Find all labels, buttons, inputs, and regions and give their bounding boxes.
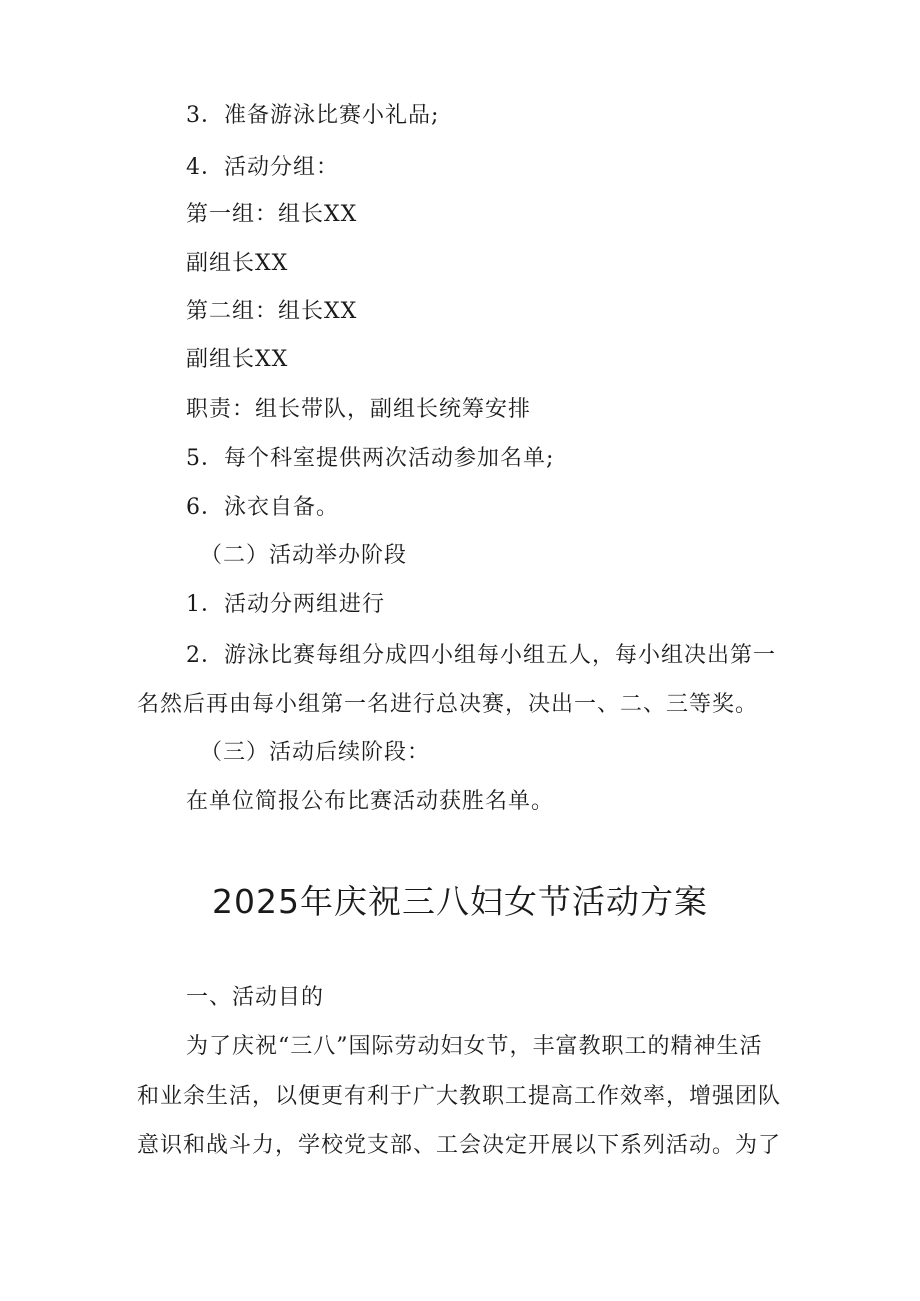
paragraph-line: 和业余生活，以便更有利于广大教职工提高工作效率，增强团队	[137, 1084, 782, 1109]
text-line: 副组长XX	[186, 347, 289, 372]
text-line: 名然后再由每小组第一名进行总决赛，决出一、二、三等奖。	[137, 692, 759, 717]
text-line: 4．活动分组：	[186, 155, 339, 180]
text-line: 2．游泳比赛每组分成四小组每小组五人，每小组决出第一	[186, 643, 776, 668]
text-line: 在单位简报公布比赛活动获胜名单。	[186, 789, 555, 814]
text-line: 第二组：组长XX	[186, 299, 358, 324]
paragraph-line: 意识和战斗力，学校党支部、工会决定开展以下系列活动。为了	[137, 1133, 782, 1158]
section-heading: 一、活动目的	[186, 985, 325, 1010]
text-line: 副组长XX	[186, 251, 289, 276]
text-line: 第一组：组长XX	[186, 202, 358, 227]
text-line: 1．活动分两组进行	[186, 592, 385, 617]
text-line: 3．准备游泳比赛小礼品;	[186, 103, 440, 128]
subsection-heading: （三）活动后续阶段：	[200, 740, 431, 765]
text-line: 职责：组长带队，副组长统筹安排	[186, 397, 532, 422]
subsection-heading: （二）活动举办阶段	[200, 543, 408, 568]
paragraph-line: 为了庆祝“三八”国际劳动妇女节，丰富教职工的精神生活	[186, 1034, 763, 1059]
text-line: 5．每个科室提供两次活动参加名单;	[186, 446, 555, 471]
document-title: 2025年庆祝三八妇女节活动方案	[212, 882, 708, 921]
text-line: 6．泳衣自备。	[186, 495, 339, 520]
